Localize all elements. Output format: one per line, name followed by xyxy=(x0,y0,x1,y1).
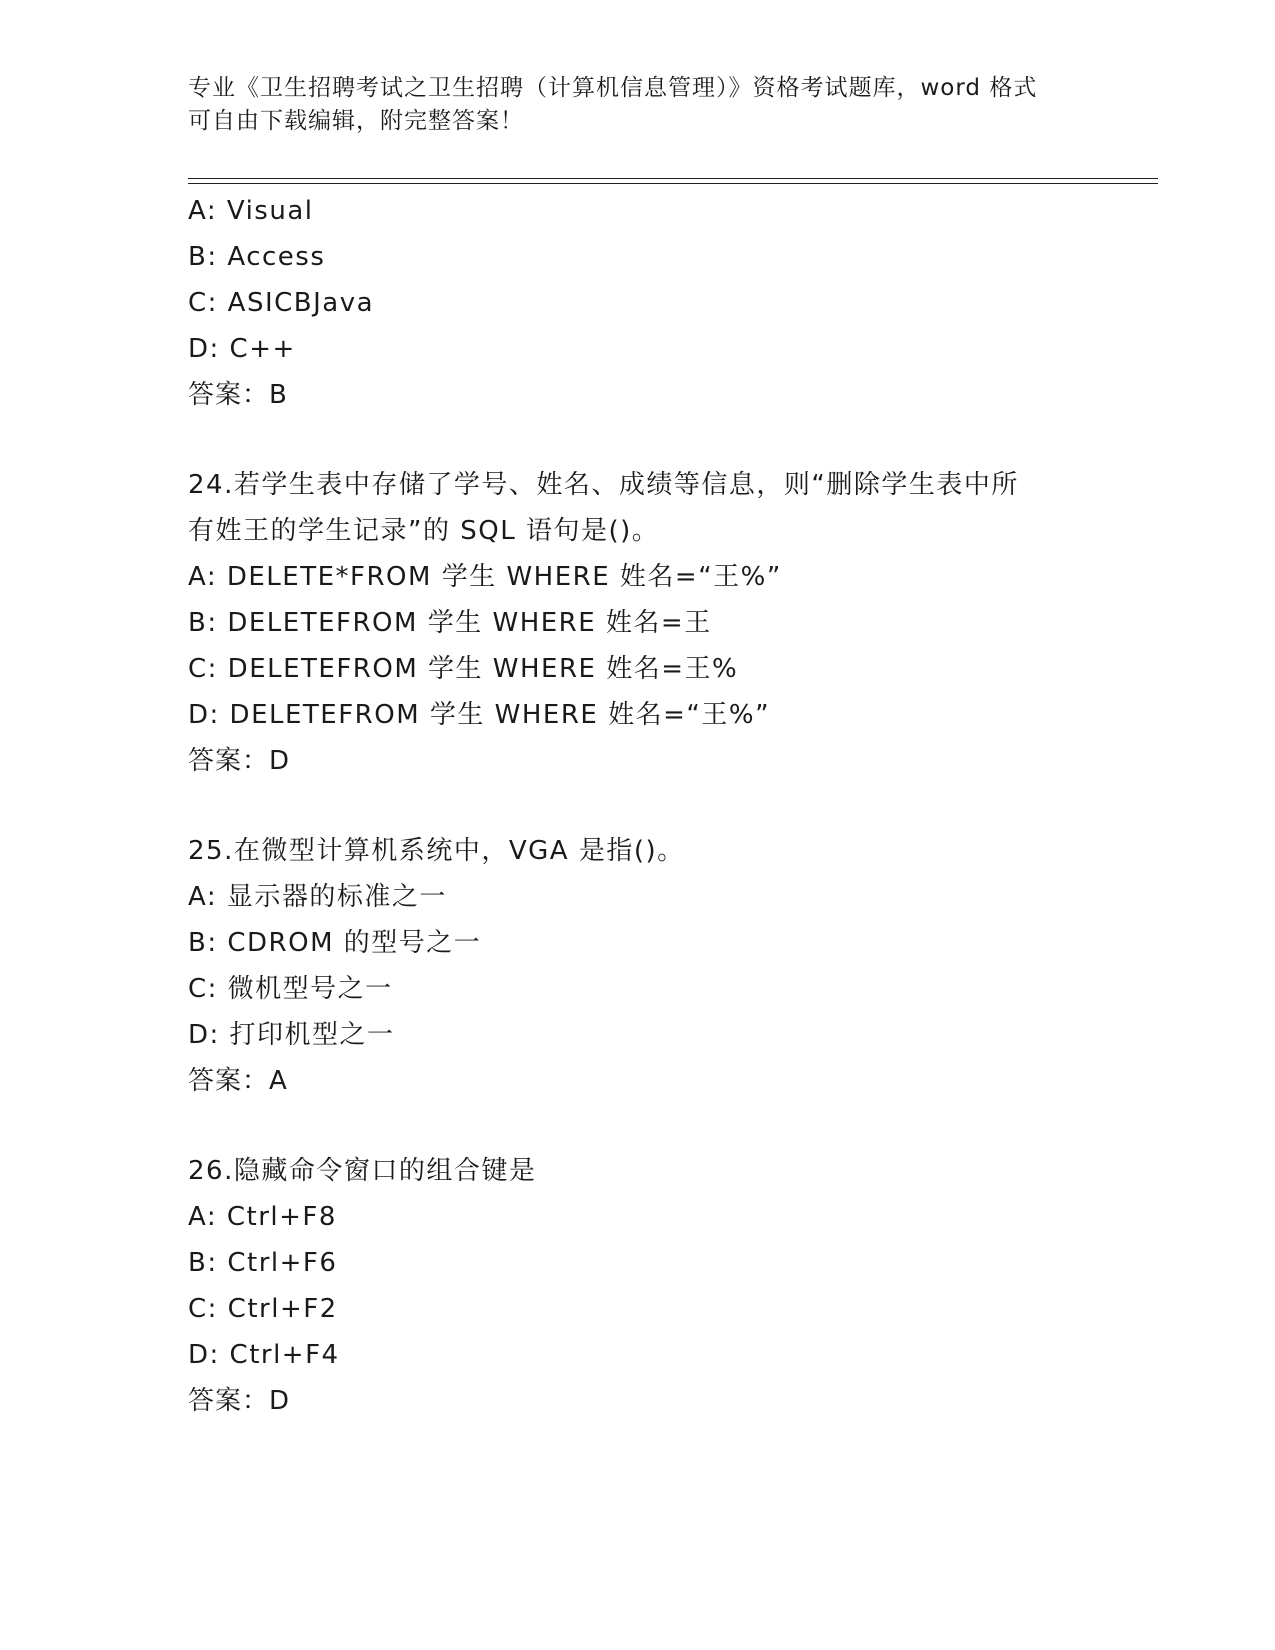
question-26 xyxy=(188,1148,1148,1424)
question-24 xyxy=(188,462,1148,784)
option-b: B: Access xyxy=(188,242,326,272)
header-title-line-1: 专业《卫生招聘考试之卫生招聘（计算机信息管理）》资格考试题库，word 格式 xyxy=(188,75,1038,101)
question-stem: 26.隐藏命令窗口的组合键是 xyxy=(188,1156,537,1186)
spacer xyxy=(188,1104,1148,1148)
option-c: C: 微机型号之一 xyxy=(188,974,393,1004)
option-a: A: Ctrl+F8 xyxy=(188,1202,337,1232)
answer-line: 答案：D xyxy=(188,746,291,776)
option-d: D: C++ xyxy=(188,334,296,364)
question-list xyxy=(188,188,1148,1424)
option-d: D: Ctrl+F4 xyxy=(188,1340,340,1370)
answer-line: 答案：B xyxy=(188,380,288,410)
option-d: D: DELETEFROM 学生 WHERE 姓名=“王%” xyxy=(188,700,771,730)
option-a: A: DELETE*FROM 学生 WHERE 姓名=“王%” xyxy=(188,562,782,592)
option-b: B: DELETEFROM 学生 WHERE 姓名=王 xyxy=(188,608,712,638)
option-b: B: CDROM 的型号之一 xyxy=(188,928,482,958)
answer-line: 答案：D xyxy=(188,1386,291,1416)
option-b: B: Ctrl+F6 xyxy=(188,1248,338,1278)
question-stem-line-2: 有姓王的学生记录”的 SQL 语句是()。 xyxy=(188,516,660,546)
option-c: C: Ctrl+F2 xyxy=(188,1294,338,1324)
question-25 xyxy=(188,828,1148,1104)
option-a: A: Visual xyxy=(188,196,314,226)
spacer xyxy=(188,784,1148,828)
option-d: D: 打印机型之一 xyxy=(188,1020,395,1050)
spacer xyxy=(188,418,1148,462)
question-stem-line-1: 24.若学生表中存储了学号、姓名、成绩等信息，则“删除学生表中所 xyxy=(188,470,1019,500)
document-header xyxy=(188,72,1088,138)
option-c: C: DELETEFROM 学生 WHERE 姓名=王% xyxy=(188,654,739,684)
option-c: C: ASICBJava xyxy=(188,288,375,318)
answer-line: 答案：A xyxy=(188,1066,288,1096)
question-stem: 25.在微型计算机系统中，VGA 是指()。 xyxy=(188,836,685,866)
header-title-line-2: 可自由下载编辑，附完整答案！ xyxy=(188,108,524,134)
question-23 xyxy=(188,188,1148,418)
header-divider-top xyxy=(188,178,1158,179)
option-a: A: 显示器的标准之一 xyxy=(188,882,447,912)
header-divider-bottom xyxy=(188,183,1158,184)
